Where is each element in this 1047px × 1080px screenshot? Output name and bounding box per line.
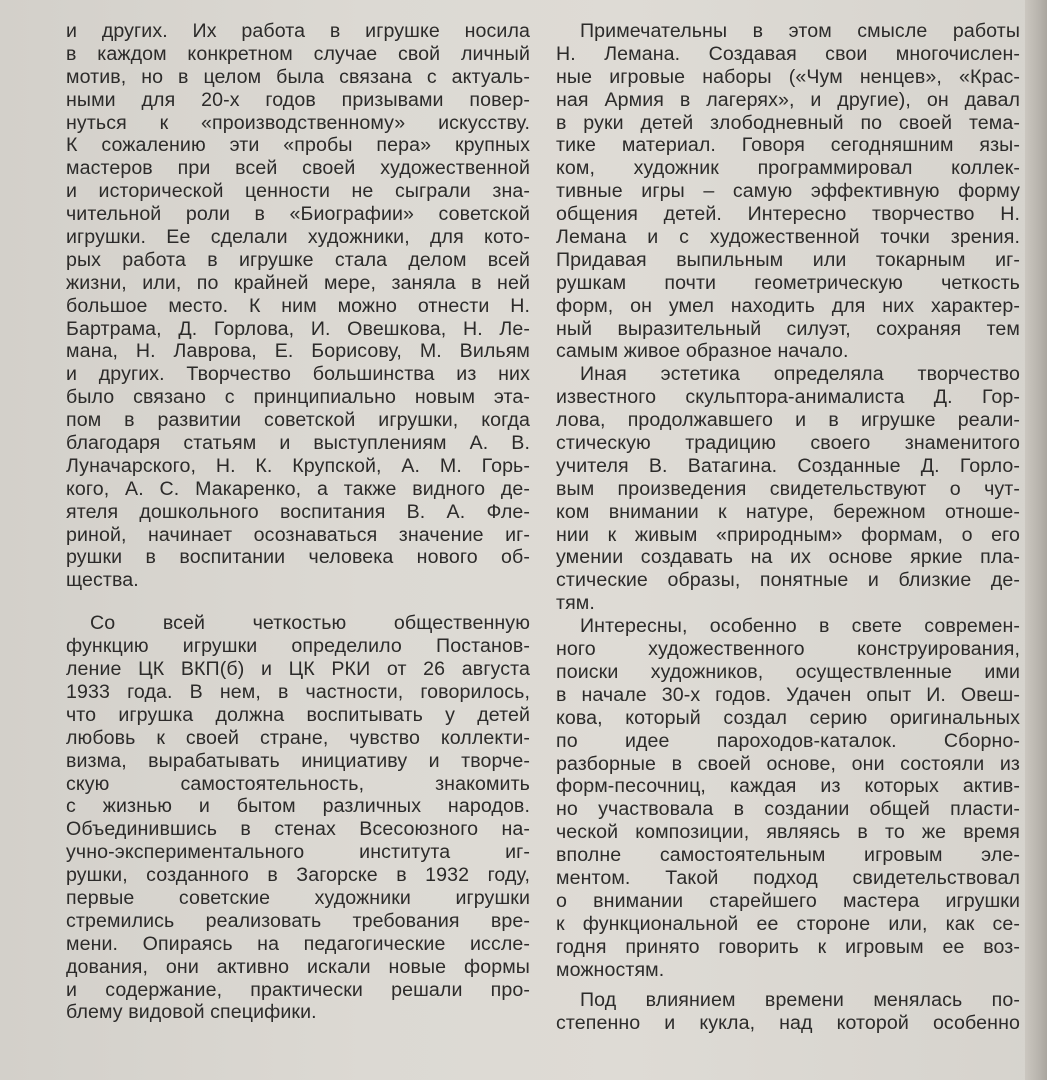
text-line: Под влиянием времени менялась по-	[580, 989, 1020, 1012]
book-spine-shadow	[1025, 0, 1047, 1080]
text-line: щества.	[66, 569, 139, 592]
paragraph	[556, 989, 1020, 1035]
text-line: благодаря статьям и выступлениям А. В.	[66, 432, 530, 455]
text-line: жизни, или, по крайней мере, заняла в ней	[66, 271, 530, 294]
paragraph-gap	[556, 981, 1020, 989]
text-line: вполне самостоятельным игровым эле-	[556, 844, 1020, 867]
text-line: о внимании старейшего мастера игрушки	[556, 889, 1020, 912]
text-line: вым произведения свидетельствуют о чут-	[556, 477, 1020, 500]
text-line: ческой композиции, являясь в то же время	[556, 821, 1020, 844]
text-line: пом в развитии советской игрушки, когда	[66, 409, 530, 432]
text-line: в каждом конкретном случае свой личный	[66, 42, 530, 65]
text-line: поиски художников, осуществленные ими	[556, 660, 1020, 683]
text-line: степенно и кукла, над которой особенно	[556, 1012, 1020, 1035]
text-line: ком внимании к натуре, бережном отноше-	[556, 500, 1020, 523]
text-line: ные игровые наборы («Чум ненцев», «Крас-	[556, 65, 1020, 88]
text-line: в начале 30-х годов. Удачен опыт И. Овеш-	[556, 683, 1020, 706]
text-line: нии к живым «природным» формам, о его	[556, 523, 1020, 546]
text-line: мастеров при всей своей художественной	[66, 157, 530, 180]
text-line: ментом. Такой подход свидетельствовал	[556, 866, 1020, 889]
text-line: Со всей четкостью общественную	[90, 612, 530, 635]
text-line: ком, художник программировал коллек-	[556, 157, 1020, 180]
paragraph	[66, 612, 530, 1024]
text-line: Придавая выпильным или токарным иг-	[556, 248, 1020, 271]
text-line: Примечательны в этом смысле работы	[580, 20, 1020, 42]
text-line: визма, вырабатывать инициативу и творче-	[66, 749, 530, 772]
text-line: рушки, созданного в Загорске в 1932 году,	[66, 864, 530, 887]
text-line: и других. Их работа в игрушке носила	[66, 20, 530, 42]
text-line: по идее пароходов-каталок. Сборно-	[556, 729, 1020, 752]
text-line: тике материал. Говоря сегодняшним язы-	[556, 134, 1020, 157]
text-line: большое место. К ним можно отнести Н.	[66, 294, 530, 317]
text-line: 1933 года. В нем, в частности, говорилось,	[66, 680, 530, 703]
text-line: стремились реализовать требования вре-	[66, 909, 530, 932]
text-line: тивные игры – самую эффективную форму	[556, 180, 1020, 203]
text-line: блему видовой специфики.	[66, 1001, 317, 1024]
text-line: Иная эстетика определяла творчество	[580, 363, 1020, 386]
text-line: учителя В. Ватагина. Созданные Д. Горло-	[556, 454, 1020, 477]
text-line: стическую традицию своего знаменитого	[556, 432, 1020, 455]
text-line: рых работа в игрушке стала делом всей	[66, 248, 530, 271]
text-line: учно-экспериментального института иг-	[66, 841, 530, 864]
text-line: стические образы, понятные и близкие де-	[556, 569, 1020, 592]
text-line: нуться к «производственному» искусству.	[66, 111, 530, 134]
text-line: Луначарского, Н. К. Крупской, А. М. Горь-	[66, 454, 530, 477]
text-line: Лемана и с художественной точки зрения.	[556, 226, 1020, 249]
text-line: мени. Опираясь на педагогические иссле-	[66, 932, 530, 955]
text-line: ная Армия в лагерях», и другие), он давал	[556, 88, 1020, 111]
paragraph	[556, 615, 1020, 981]
text-line: ление ЦК ВКП(б) и ЦК РКИ от 26 августа	[66, 658, 530, 681]
text-line: кова, который создал серию оригинальных	[556, 706, 1020, 729]
text-line: К сожалению эти «пробы пера» крупных	[66, 134, 530, 157]
text-line: общения детей. Интересно творчество Н.	[556, 203, 1020, 226]
text-line: что игрушка должна воспитывать у детей	[66, 703, 530, 726]
text-line: и содержание, практически решали про-	[66, 978, 530, 1001]
text-line: рушки в воспитании человека нового об-	[66, 546, 530, 569]
text-line: форм-песочниц, каждая из которых актив-	[556, 775, 1020, 798]
text-line: разборные в своей основе, они состояли из	[556, 752, 1020, 775]
text-line: дования, они активно искали новые формы	[66, 955, 530, 978]
right-column	[556, 20, 1020, 1035]
text-line: годня принято говорить к игровым ее воз-	[556, 935, 1020, 958]
text-line: ный выразительный силуэт, сохраняя тем	[556, 317, 1020, 340]
text-line: можностям.	[556, 958, 665, 981]
text-line: умении создавать на их основе яркие пла-	[556, 546, 1020, 569]
text-line: к функциональной ее стороне или, как се-	[556, 912, 1020, 935]
text-line: первые советские художники игрушки	[66, 886, 530, 909]
text-line: кого, А. С. Макаренко, а также видного де-	[66, 477, 530, 500]
text-line: рушкам почти геометрическую четкость	[556, 271, 1020, 294]
paragraph-gap	[66, 592, 530, 612]
text-line: с жизнью и бытом различных народов.	[66, 795, 530, 818]
text-line: но участвовала в создании общей пласти-	[556, 798, 1020, 821]
text-line: игрушки. Ее сделали художники, для кото-	[66, 226, 530, 249]
text-line: тям.	[556, 592, 595, 615]
text-line: известного скульптора-анималиста Д. Гор-	[556, 386, 1020, 409]
text-line: и других. Творчество большинства из них	[66, 363, 530, 386]
text-line: мотив, но в целом была связана с актуаль-	[66, 65, 530, 88]
text-line: в руки детей злободневный по своей тема-	[556, 111, 1020, 134]
paragraph	[556, 363, 1020, 615]
text-line: самым живое образное начало.	[556, 340, 849, 363]
text-line: чительной роли в «Биографии» советской	[66, 203, 530, 226]
text-line: Бартрама, Д. Горлова, И. Овешкова, Н. Ле-	[66, 317, 530, 340]
text-line: Объединившись в стенах Всесоюзного на-	[66, 818, 530, 841]
text-line: ятеля дошкольного воспитания В. А. Фле-	[66, 500, 530, 523]
text-line: форм, он умел находить для них характер-	[556, 294, 1020, 317]
left-column	[66, 20, 530, 1024]
text-line: Интересны, особенно в свете современ-	[580, 615, 1020, 638]
text-line: скую самостоятельность, знакомить	[66, 772, 530, 795]
text-line: ного художественного конструирования,	[556, 638, 1020, 661]
text-line: функцию игрушки определило Постанов-	[66, 635, 530, 658]
text-line: ными для 20-х годов призывами повер-	[66, 88, 530, 111]
text-line: мана, Н. Лаврова, Е. Борисову, М. Вильям	[66, 340, 530, 363]
text-line: было связано с принципиально новым эта-	[66, 386, 530, 409]
paragraph	[556, 20, 1020, 363]
text-line: и исторической ценности не сыграли зна-	[66, 180, 530, 203]
text-line: Н. Лемана. Создавая свои многочислен-	[556, 42, 1020, 65]
paragraph	[66, 20, 530, 592]
text-line: лова, продолжавшего и в игрушке реали-	[556, 409, 1020, 432]
text-line: любовь к своей стране, чувство коллекти-	[66, 726, 530, 749]
text-line: риной, начинает осознаваться значение иг-	[66, 523, 530, 546]
